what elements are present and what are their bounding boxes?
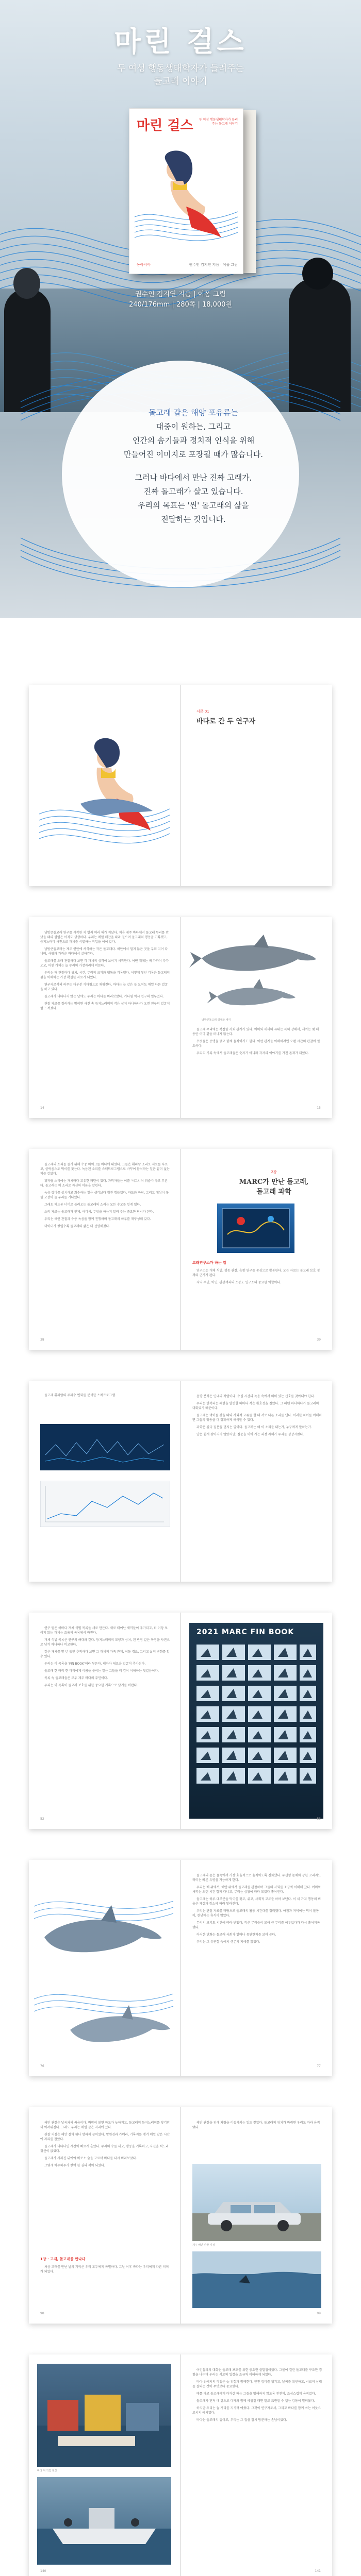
paragraph: 어민들과의 대화는 돌고래 보호를 위한 중요한 출발점이었다. 그물에 걸린 돌고래를 구조한 경험을 나누며 우리는 서로의 입장을 조금씩 이해하게 되었다. bbox=[192, 2368, 322, 2377]
hero-title: 마린 걸스 bbox=[114, 25, 247, 58]
quote-line: 만들어진 이미지로 포장될 때가 많습니다. bbox=[123, 450, 264, 459]
body-text: 돌고래의 몸은 물속에서 가장 효율적으로 움직이도록 진화했다. 유선형 몸체와 강한 꼬리지느러미는 빠른 유영을 가능하게 한다. 우리는 배 위에서, 해안 위에서 돌고래를 관찰하며 그들의 사회를 조금씩 이해해 갔다. 어미와 새끼는 오랜 시간 함께 다니고, 무리는 상황에 따라 모였다 흩어진다. 돌고래는 하루 대부분을 먹이를 찾고, 쉬고, 사회적 교류를 하며 보낸다. 이 세 가지 행동의 비율은 계절과 장소에 따라 달라진다. 우리는 관찰 자료를 바탕으로 돌고래의 활동 시간대를 정리했다. 아침과 저녁에는 먹이 활동이, 한낮에는 휴식이 많았다. 무리의 크기도 시간에 따라 변했다. 작은 무리들이 모여 큰 무리를 이루었다가 다시 흩어지곤 했다. 이러한 변화는 돌고래 사회가 얼마나 유연한지를 보여 준다. 우리는 그 유연함 속에서 생존의 지혜를 읽었다. bbox=[192, 1873, 322, 2059]
page-left bbox=[29, 685, 180, 886]
page-number: 52 bbox=[40, 1817, 44, 1821]
book-spine bbox=[242, 110, 256, 273]
book-spread-6 bbox=[29, 2107, 332, 2324]
chapter-heading bbox=[238, 1170, 310, 1196]
chapter-number: 서문 01 bbox=[196, 709, 209, 714]
book-cover-tagline: 두 여성 행동생태학자가 들려주는 돌고래 이야기 bbox=[199, 118, 238, 126]
body-text: 해안 관찰을 위해 차량을 이동시키는 일도 잦았다. 돌고래의 위치가 바뀌면 우리도 따라 움직였다. bbox=[192, 2121, 320, 2129]
diagram-screen bbox=[217, 1204, 294, 1253]
paragraph: 돌고래의 소리를 듣기 위해 수중 마이크를 바다에 내렸다. 그들은 휘파람 소리로 서로를 부르고, 클릭음으로 먹이를 찾는다. 녹음된 소리를 스펙트로그램으로 바꾸어 분석하는 일은 끝이 없는 퍼즐 같았다. bbox=[40, 1163, 170, 1176]
page-left bbox=[29, 1149, 180, 1350]
fin-book-panel bbox=[189, 1623, 323, 1819]
book-cover-author: 권수인 김지연 지음 · 이폼 그림 bbox=[189, 263, 238, 267]
person-silhouette-right-head bbox=[302, 258, 333, 290]
coastal-car-photo bbox=[192, 2164, 321, 2241]
section-heading: 고래연구소가 하는 일 bbox=[192, 1261, 226, 1265]
mermaid-illustration bbox=[129, 109, 243, 274]
quote-text bbox=[108, 406, 278, 527]
page-number: 99 bbox=[317, 2312, 321, 2315]
mermaid-rider-illustration bbox=[29, 685, 180, 886]
page-left bbox=[29, 1613, 180, 1829]
book-spread-7 bbox=[29, 2354, 332, 2576]
page-left bbox=[29, 2354, 180, 2576]
page-right bbox=[181, 1860, 332, 2076]
body-text: 연구소는 개체 식별, 행동 관찰, 음향 연구를 중심으로 활동한다. 모든 자료는 돌고래 보호 정책의 근거가 된다. 지역 주민, 어민, 관광객과의 소통도 연구소의 중요한 역할이다. bbox=[192, 1269, 320, 1284]
body-text: 음향 분석은 인내의 작업이다. 수십 시간의 녹음 속에서 의미 있는 신호를 찾아내야 한다. 우리는 반복되는 패턴을 발견할 때마다 작은 환호성을 질렀다. 그 패턴 하나하나가 돌고래의 대화였기 때문이다. 돌고래는 먹이를 찾을 때와 사회적 교류를 할 때 서로 다른 소리를 낸다. 이러한 차이를 이해하면 그들의 행동을 더 정확하게 해석할 수 있다. 과학은 결국 질문을 던지는 일이다. 돌고래는 왜 이 소리를 내는가, 누구에게 말하는가. 답은 쉽게 찾아지지 않았지만, 질문을 이어 가는 과정 자체가 우리를 성장시켰다. bbox=[192, 1395, 322, 1436]
harbor-photo bbox=[37, 2364, 171, 2467]
paragraph: 우리는 배 위에서, 해안 위에서 돌고래를 관찰하며 그들의 사회를 조금씩 이해해 갔다. 어미와 새끼는 오랜 시간 함께 다니고, 무리는 상황에 따라 모였다 흩어진다. bbox=[192, 1886, 321, 1894]
paragraph: 돌고래의 몸은 물속에서 가장 효율적으로 움직이도록 진화했다. 유선형 몸체와 강한 꼬리지느러미는 빠른 유영을 가능하게 한다. bbox=[192, 1874, 321, 1882]
paragraph: 남방큰돌고래 연구를 시작한 지 벌써 여러 해가 지났다. 처음 제주 바다에서 돌고래 무리를 만났을 때의 설렘은 아직도 생생하다. 우리는 매일 해안을 따라 걸으며 돌고래의 행동을 기록했고, 등지느러미 사진으로 개체를 식별하는 작업을 이어 갔다. bbox=[40, 931, 169, 944]
quote-line: 전달하는 것입니다. bbox=[161, 515, 226, 524]
body-text: 어민들과의 대화는 돌고래 보호를 위한 중요한 출발점이었다. 그물에 걸린 돌고래를 구조한 경험을 나누며 우리는 서로의 입장을 조금씩 이해하게 되었다. 바다 위에서의 작업은 늘 위험과 함께한다. 안전 장비를 챙기고, 날씨를 확인하고, 서로의 상태를 살피는 것이 무엇보다 중요했다. 배를 타고 돌고래에게 다가갈 때는 그들을 방해하지 않도록 천천히, 조심스럽게 움직였다. 돌고래가 먼저 배 곁으로 다가와 함께 헤엄칠 때면 말로 표현할 수 없는 감동이 밀려왔다. 하지만 우리는 늘 거리를 지키려 애썼다. 그것이 연구자로서, 그리고 바다를 함께 쓰는 이웃으로서의 예의였다. 바다는 돌고래의 집이고, 우리는 그 집을 잠시 방문하는 손님이었다. bbox=[192, 2368, 322, 2422]
page-right bbox=[181, 1149, 332, 1350]
hero-subtitle-2: 돌고래 이야기 bbox=[154, 76, 207, 87]
page-left bbox=[29, 917, 180, 1118]
quote-line: 돌고래 같은 해양 포유류는 bbox=[149, 408, 238, 417]
spectrogram bbox=[40, 1424, 170, 1470]
pull-quote-card bbox=[0, 340, 361, 618]
paragraph: 연구 팀은 해마다 개체 식별 목록을 새로 만든다. 새로 태어난 새끼들이 추가되고, 더 이상 보이지 않는 개체는 조용히 목록에서 빠진다. bbox=[40, 1626, 168, 1635]
page-right bbox=[181, 1381, 332, 1582]
book-cover-title: 마린 걸스 bbox=[137, 118, 193, 133]
page-number: 39 bbox=[317, 1338, 321, 1342]
whistle-chart bbox=[40, 1481, 170, 1527]
book-spread-3 bbox=[29, 1149, 332, 1350]
sea-scene bbox=[192, 2251, 321, 2308]
boat-scene bbox=[37, 2477, 171, 2565]
figure-caption: 제주 해안 관찰 지점 bbox=[192, 2244, 215, 2247]
page-left bbox=[29, 1860, 180, 2076]
page-number: 15 bbox=[317, 1106, 321, 1110]
quote-line: 대중이 원하는, 그리고 bbox=[156, 422, 231, 431]
page-number: 141 bbox=[315, 2569, 321, 2573]
figure-caption: 바다 위 작업 현장 bbox=[37, 2469, 57, 2472]
body-text: 남방큰돌고래 연구를 시작한 지 벌써 여러 해가 지났다. 처음 제주 바다에서 돌고래 무리를 만났을 때의 설렘은 아직도 생생하다. 우리는 매일 해안을 따라 걸으며 돌고래의 행동을 기록했고, 등지느러미 사진으로 개체를 식별하는 작업을 이어 갔다. 남방큰돌고래는 제주 연안에 서식하는 작은 돌고래다. 해안에서 멀지 않은 곳을 무리 지어 다니며, 사람과 가까운 바다에서 살아간다. 돌고래를 오래 관찰하다 보면 각 개체의 성격이 보이기 시작한다. 어떤 개체는 배 가까이 다가오고, 어떤 개체는 늘 무리의 가장자리에 머문다. 우리는 매 관찰마다 위치, 시간, 무리의 크기와 행동을 기록했다. 이렇게 쌓인 기록은 돌고래의 삶을 이해하는 가장 확실한 자료가 되었다. 연구자로서의 하루는 대부분 기다림으로 채워진다. 바다는 늘 같은 듯 보여도 매일 다른 얼굴을 하고 있다. 돌고래가 나타나지 않는 날에도 우리는 바다를 바라보았다. 기다림 역시 연구의 일부였다. 관찰 자료를 정리하는 밤이면 사진 속 등지느러미의 작은 상처 하나하나가 오랜 친구의 얼굴처럼 느껴졌다. bbox=[40, 931, 170, 1010]
body-text: 해안 관찰은 날씨와의 싸움이다. 바람이 불면 파도가 높아지고, 돌고래의 등지느러미를 찾기란 더 어려워진다. 그래도 우리는 매일 같은 자리에 섰다. 관찰 지점은 해안 절벽 위나 방파제 끝이었다. 망원경과 카메라, 기록지를 챙겨 매일 같은 시간에 자리를 잡았다. 돌고래가 나타나면 시간이 빠르게 흘렀다. 무리의 수를 세고, 행동을 기록하고, 사진을 찍느라 정신이 없었다. 돌고래가 사라진 뒤에야 비로소 숨을 고르며 바다를 다시 바라보았다. 그렇게 하루하루가 쌓여 한 권의 책이 되었다. bbox=[40, 2121, 170, 2167]
section-heading: 1장 · 고래, 돌고래를 만나다 bbox=[40, 2257, 86, 2261]
book-spread-1 bbox=[29, 685, 332, 886]
quote-line: 우리의 목표는 '썬' 돌고래의 삶을 bbox=[138, 501, 249, 510]
page-right bbox=[181, 685, 332, 886]
page-right bbox=[181, 2107, 332, 2324]
book-spread-2 bbox=[29, 917, 332, 1118]
dolphin-illustration bbox=[181, 927, 332, 1030]
book-spread-5 bbox=[29, 1860, 332, 2076]
chapter-number: 2장 bbox=[271, 1170, 277, 1174]
car-scene bbox=[192, 2164, 321, 2241]
page-number: 53 bbox=[317, 1817, 321, 1821]
page-number: 76 bbox=[40, 2064, 44, 2068]
page-left bbox=[29, 2107, 180, 2324]
page-right bbox=[181, 917, 332, 1118]
book-cover-publisher: 동아시아 bbox=[137, 263, 151, 267]
chapter-title: MARC가 만난 돌고래, 돌고래 과학 bbox=[239, 1178, 309, 1196]
book-cover[interactable] bbox=[129, 108, 243, 274]
page-number: 38 bbox=[40, 1338, 44, 1342]
harbor-scene bbox=[37, 2364, 171, 2467]
page-number: 98 bbox=[40, 2312, 44, 2315]
quote-line: 진짜 돌고래가 살고 있습니다. bbox=[143, 487, 243, 496]
body-text: 돌고래의 소리를 듣기 위해 수중 마이크를 바다에 내렸다. 그들은 휘파람 소리로 서로를 부르고, 클릭음으로 먹이를 찾는다. 녹음된 소리를 스펙트로그램으로 바꾸어 분석하는 일은 끝이 없는 퍼즐 같았다. 휘파람 소리에는 개체마다 고유한 패턴이 있다. 과학자들은 이를 '시그니처 휘슬'이라고 부른다. 돌고래는 이 소리로 자신의 이름을 알린다. 녹음 장비를 설치하고 회수하는 일은 생각보다 훨씬 힘들었다. 파도와 바람, 그리고 예상치 못한 고장이 늘 우리를 기다렸다. 그래도 헤드폰 너머로 들려오는 돌고래의 소리는 모든 수고를 잊게 했다. 소리 자료는 돌고래가 언제, 어디서, 무엇을 하는지 알려 주는 중요한 단서가 된다. 우리는 해안 관찰과 수중 녹음을 함께 진행하며 돌고래의 하루를 재구성해 갔다. 데이터가 쌓일수록 돌고래의 삶은 더 선명해졌다. bbox=[40, 1163, 170, 1228]
page-number: 14 bbox=[40, 1106, 44, 1110]
research-photo bbox=[217, 1204, 294, 1253]
page-number: 140 bbox=[40, 2569, 46, 2573]
body-text: 돌고래 휘파람의 주파수 변화를 분석한 스펙트로그램. bbox=[44, 1394, 116, 1397]
quote-line: 그러나 바다에서 만난 진짜 고래가, bbox=[135, 473, 252, 482]
book-spread-3b bbox=[29, 1381, 332, 1582]
hero-credit-2: 240/176mm | 280쪽 | 18,000원 bbox=[128, 301, 233, 309]
hero-banner bbox=[0, 0, 361, 618]
body-text: 돌고래 무리에는 복잡한 사회 관계가 있다. 어미와 새끼의 유대는 특히 강해서, 새끼는 몇 해 동안 어미 곁을 떠나지 않는다. 수컷들은 동맹을 맺고 함께 움직이기도 한다. 이런 관계를 이해하려면 오랜 시간의 관찰이 필요하다. 우리의 기록 속에서 돌고래들은 숫자가 아니라 각자의 이야기를 가진 존재가 되었다. bbox=[192, 1028, 320, 1055]
hero-subtitle-1: 두 여성 행동생태학자가 들려주는 bbox=[117, 63, 244, 74]
page-right bbox=[181, 2354, 332, 2576]
page-number: 77 bbox=[317, 2064, 321, 2068]
page-right bbox=[181, 1613, 332, 1829]
page-left bbox=[29, 1381, 180, 1582]
figure-caption: 남방큰돌고래 성체와 새끼 bbox=[202, 1019, 231, 1022]
boat-photo bbox=[37, 2477, 171, 2565]
chapter-title: 바다로 간 두 연구자 bbox=[196, 718, 256, 725]
body-text: 연구 팀은 해마다 개체 식별 목록을 새로 만든다. 새로 태어난 새끼들이 추가되고, 더 이상 보이지 않는 개체는 조용히 목록에서 빠진다. 개체 식별 목록은 연구의 뼈대와 같다. 등지느러미의 모양과 상처, 흰 반점 같은 특징을 사진으로 남겨 하나하나 비교한다. 같은 개체를 몇 년 동안 추적하다 보면 그 개체의 가족 관계, 이동 경로, 그리고 삶의 변화를 알 수 있다. 우리는 이 목록을 'FIN BOOK'이라 부른다. 해마다 새로운 얼굴이 추가된다. 돌고래 한 마리 한 마리에게 이름을 붙이는 일은 그들을 더 깊이 이해하는 첫걸음이다. 목록 속 돌고래들은 모두 제주 바다의 주민이다. 우리는 이 목록이 돌고래 보호를 위한 중요한 기록으로 남기를 바란다. bbox=[40, 1626, 170, 1687]
paragraph: 해안 관찰은 날씨와의 싸움이다. 바람이 불면 파도가 높아지고, 돌고래의 등지느러미를 찾기란 더 어려워진다. 그래도 우리는 매일 같은 자리에 섰다. bbox=[40, 2121, 170, 2129]
dolphin-swim-illustration bbox=[29, 1860, 180, 2076]
fin-book-title: 2021 MARC FIN BOOK bbox=[196, 1628, 294, 1636]
quote-line: 인간의 솜기들과 정치적 인식을 위해 bbox=[132, 436, 255, 445]
body-text: 처음 고래를 만난 날의 기억은 우리 모두에게 특별하다. 그날 이후 바다는 우리에게 다른 의미가 되었다. bbox=[40, 2265, 169, 2274]
chapter-heading bbox=[196, 709, 255, 725]
book-spread-4 bbox=[29, 1613, 332, 1829]
sea-photo bbox=[192, 2251, 321, 2308]
fin-grid bbox=[189, 1641, 323, 1817]
hero-credit-1: 권수인 김지연 지음 | 이폼 그림 bbox=[135, 291, 226, 298]
